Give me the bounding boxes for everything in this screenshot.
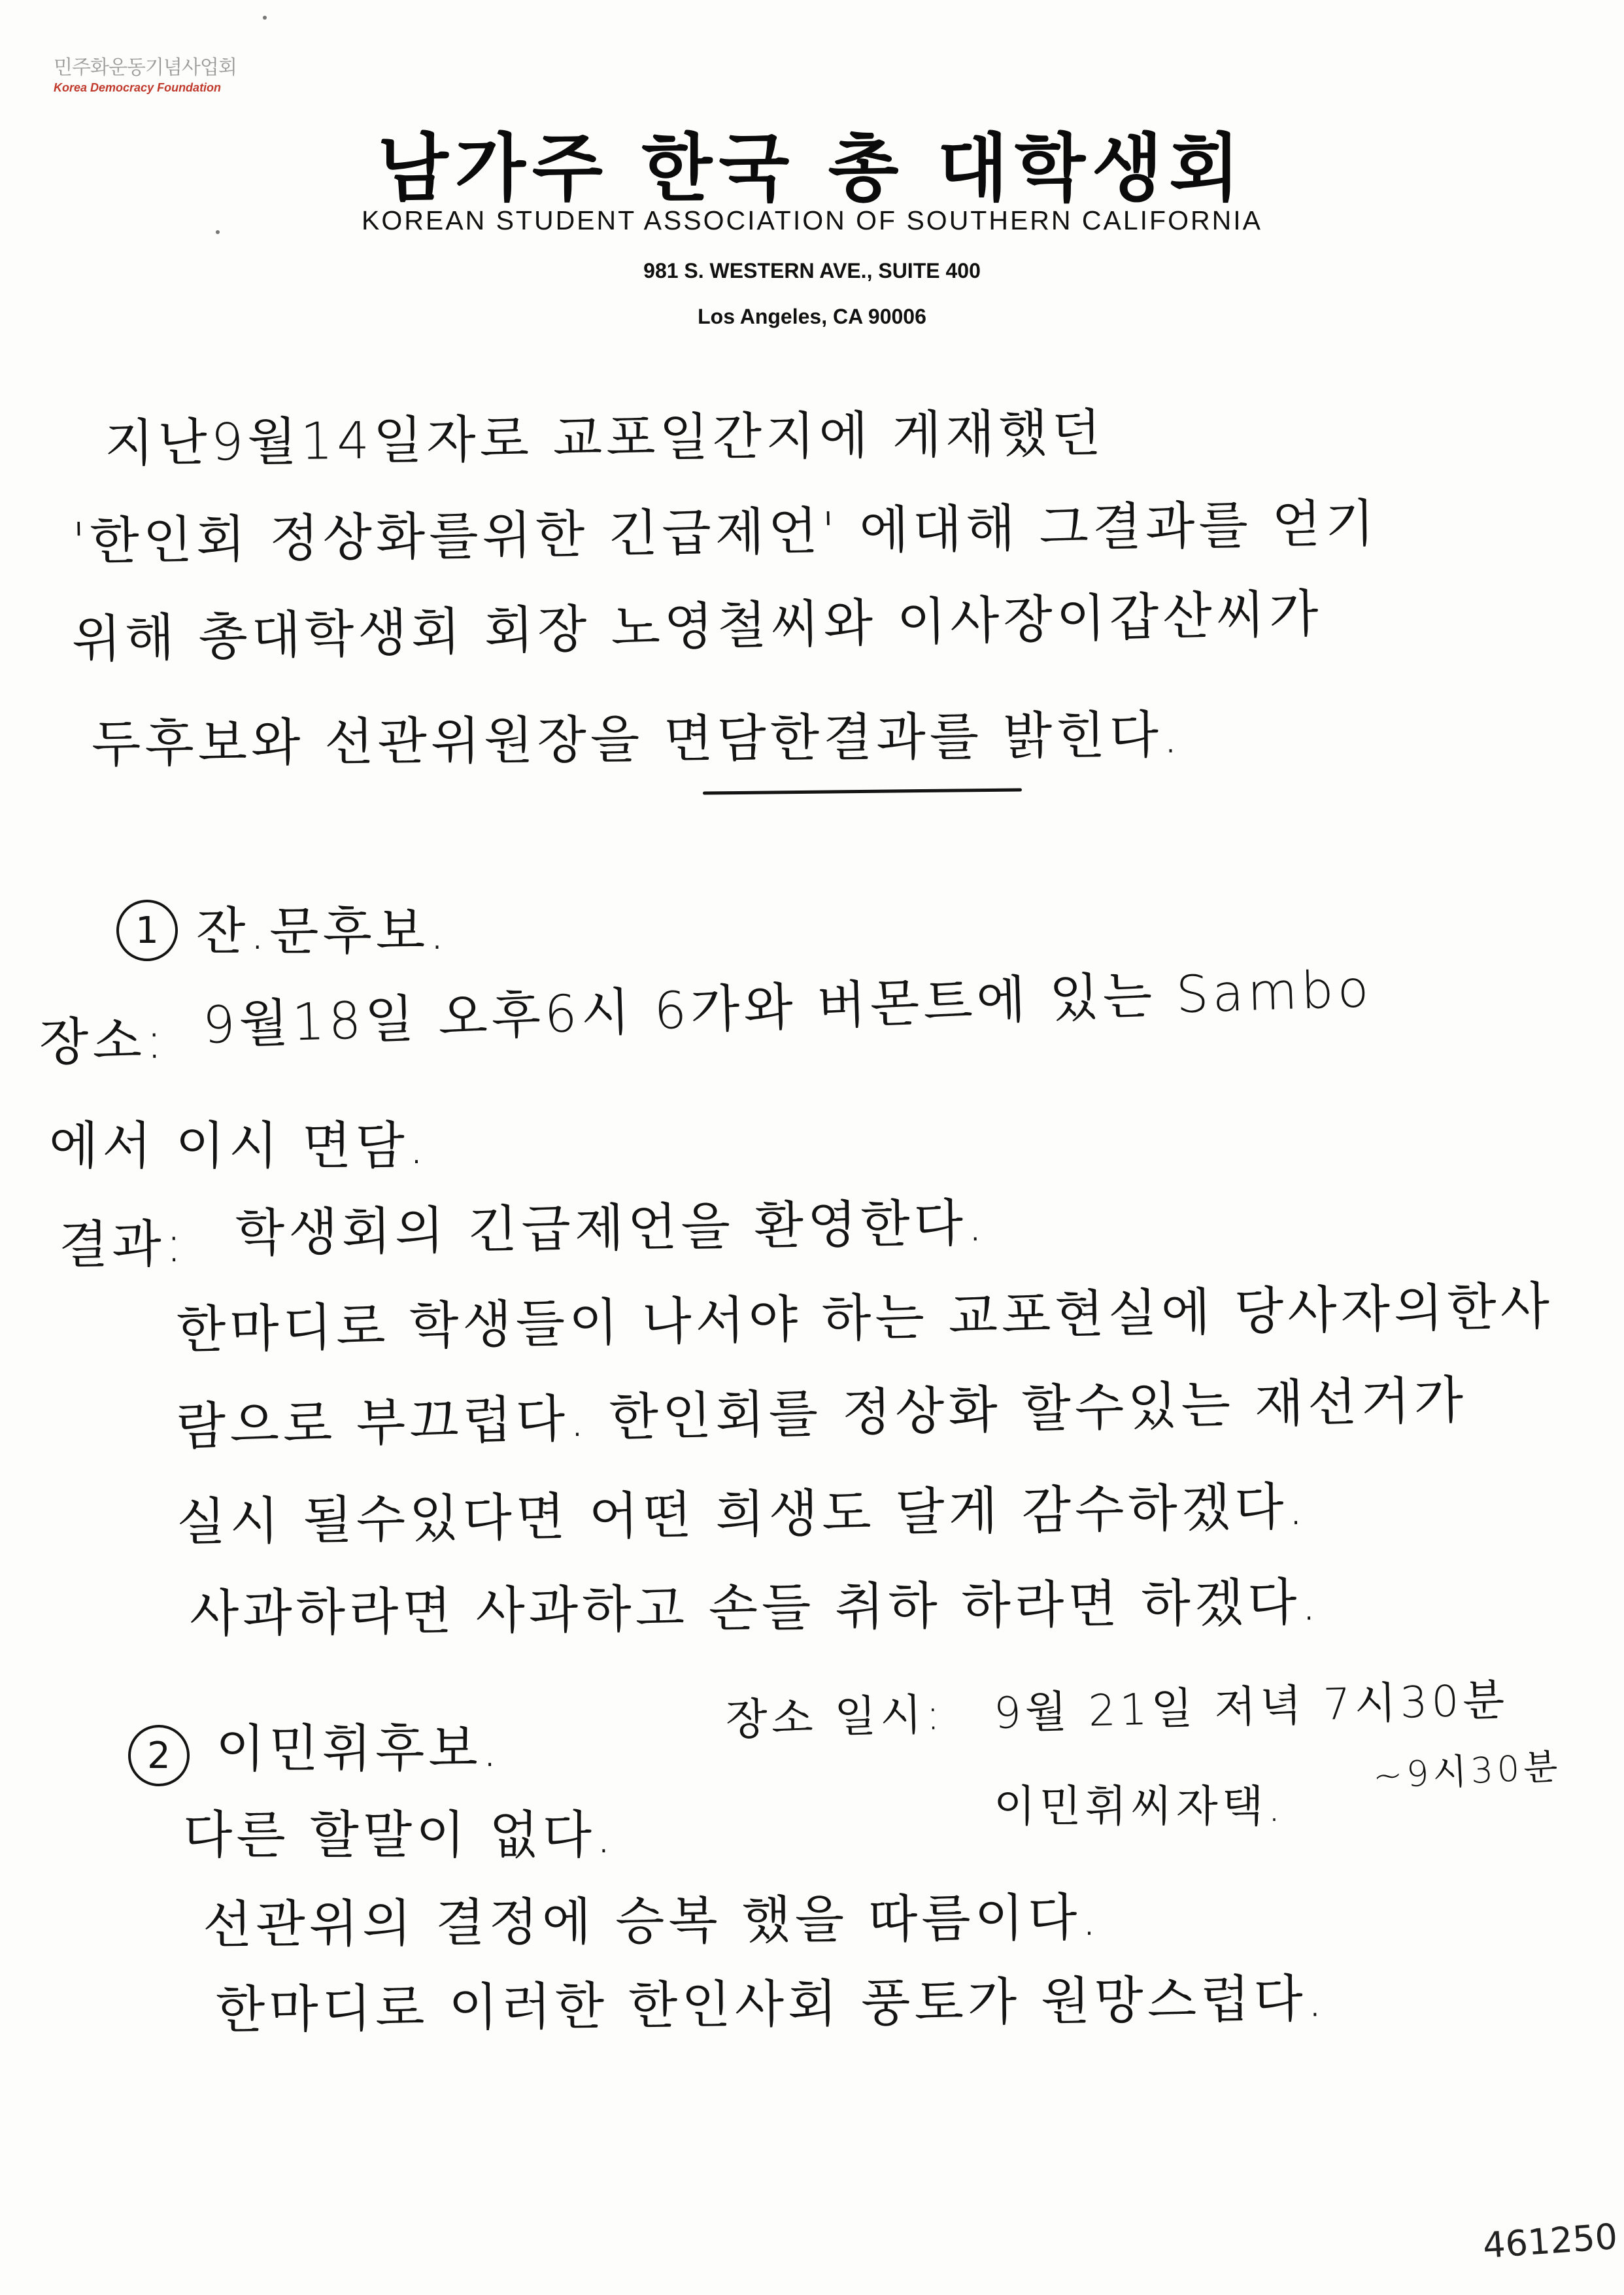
section2-time-alt: ~9시30분 xyxy=(1372,1745,1563,1797)
section2-place-label: 장소 일시: xyxy=(724,1689,945,1745)
section2-place-value: 9월 21일 저녁 7시30분 xyxy=(992,1674,1510,1739)
section1-result-line-2: 한마디로 학생들이 나서야 하는 교포현실에 당사자의한사 xyxy=(176,1277,1554,1360)
document-number: 461250 xyxy=(1481,2215,1619,2267)
letterhead-address-line2: Los Angeles, CA 90006 xyxy=(698,305,926,328)
letterhead-title: 남가주 한국 총 대학생회 xyxy=(377,126,1247,211)
paper-speck xyxy=(216,230,220,234)
section1-place-label: 장소: xyxy=(39,1011,167,1072)
section2-place-sub: 이민휘씨자택. xyxy=(994,1781,1285,1831)
intro-underline xyxy=(703,788,1022,794)
section2-line-2: 선관위의 결정에 승복 했을 따름이다. xyxy=(202,1888,1102,1955)
intro-line-1: 지난9월14일자로 교포일간지에 게재했던 xyxy=(104,403,1106,473)
stamp-english: Korea Democracy Foundation xyxy=(54,81,222,94)
section1-number: 1 xyxy=(135,909,159,952)
section1-result-line-5: 사과하라면 사과하고 손들 취하 하라면 하겠다. xyxy=(189,1572,1321,1644)
letterhead-subtitle: KOREAN STUDENT ASSOCIATION OF SOUTHERN CALIFORNIA xyxy=(362,205,1262,235)
section1-result-line-1: 학생회의 긴급제언을 환영한다. xyxy=(235,1193,988,1263)
section1-result-line-3: 람으로 부끄럽다. 한인회를 정상화 할수있는 재선거가 xyxy=(176,1370,1468,1457)
section1-result-line-4: 실시 될수있다면 어떤 희생도 달게 감수하겠다. xyxy=(176,1477,1308,1552)
intro-line-2: '한인회 정상화를위한 긴급제언' 에대해 그결과를 얻기 xyxy=(71,494,1379,571)
letterhead-address-line1: 981 S. WESTERN AVE., SUITE 400 xyxy=(643,259,981,282)
section2-number-circle xyxy=(128,1725,190,1786)
section1-result-label: 결과: xyxy=(58,1214,187,1275)
stamp-korean: 민주화운동기념사업회 xyxy=(54,56,237,79)
section1-heading: 잔.문후보. xyxy=(196,902,449,961)
section1-place-line1: 9월18일 오후6시 6가와 버몬트에 있는 Sambo xyxy=(201,959,1374,1055)
paper-speck xyxy=(263,16,267,20)
section2-line-1: 다른 할말이 없다. xyxy=(183,1806,616,1865)
section2-number: 2 xyxy=(147,1734,171,1777)
section2-line-3: 한마디로 이러한 한인사회 풍토가 원망스럽다. xyxy=(215,1969,1327,2040)
section1-place-line2: 에서 이시 면담. xyxy=(49,1117,429,1176)
intro-line-4: 두후보와 선관위원장을 면담한결과를 밝힌다. xyxy=(91,706,1183,774)
section2-heading: 이민휘후보. xyxy=(216,1720,502,1778)
section1-number-circle xyxy=(116,900,178,961)
intro-line-3: 위해 총대학생회 회장 노영철씨와 이사장이갑산씨가 xyxy=(71,584,1323,670)
foundation-stamp xyxy=(54,51,250,95)
